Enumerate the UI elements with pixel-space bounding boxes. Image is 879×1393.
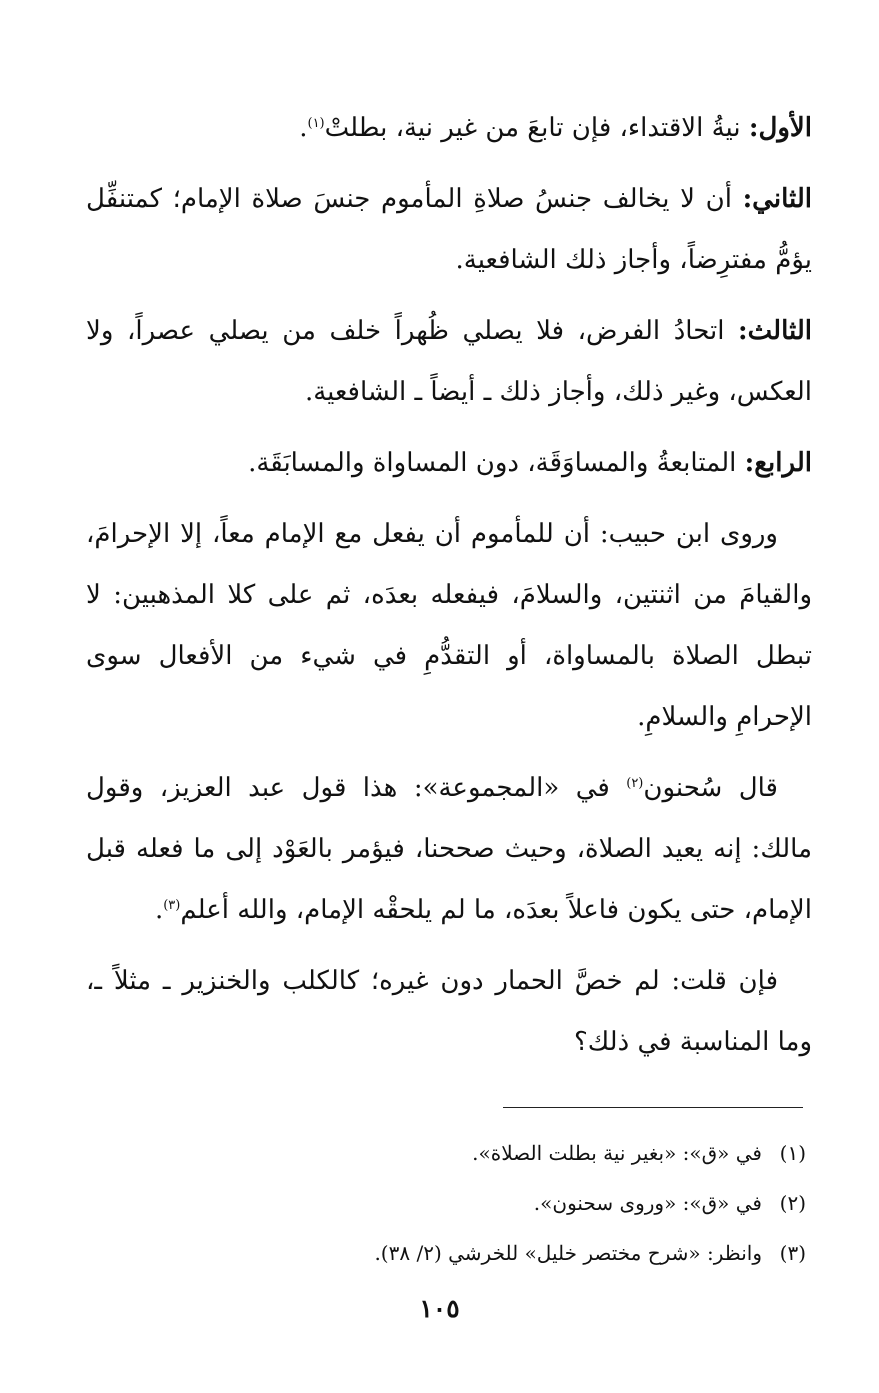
footnotes	[86, 1128, 806, 1278]
footnote-divider	[503, 1107, 803, 1108]
paragraph-text: فإن قلت: لم خصَّ الحمار دون غيره؛ كالكلب والخنزير ـ مثلاً ـ، وما المناسبة في ذلك؟	[86, 966, 812, 1057]
footnote-number: (٣)	[779, 1241, 806, 1265]
paragraph-sahnun	[86, 758, 812, 941]
footnote-reference[interactable]: (٣)	[163, 898, 181, 913]
paragraph-tail: .	[299, 113, 308, 143]
paragraph-tail: .	[154, 895, 164, 925]
paragraph-ibn-habib	[86, 504, 812, 748]
footnote-item	[86, 1128, 806, 1178]
footnote-text: في «ق»: «بغير نية بطلت الصلاة».	[472, 1141, 762, 1165]
condition-label: الرابع:	[744, 448, 812, 478]
paragraph-text: نيةُ الاقتداء، فإن تابعَ من غير نية، بطلتْ	[324, 113, 749, 143]
footnote-reference[interactable]: (٢)	[626, 776, 644, 791]
condition-label: الثاني:	[742, 184, 812, 214]
condition-label: الثالث:	[738, 316, 812, 346]
paragraph-text: اتحادُ الفرض، فلا يصلي ظُهراً خلف من يصلي عصراً، ولا العكس، وغير ذلك، وأجاز ذلك ـ أيضاً ـ الشافعية.	[86, 316, 812, 407]
paragraph-text: أن لا يخالف جنسُ صلاةِ المأموم جنسَ صلاة الإمام؛ كمتنفِّل يؤمُّ مفترِضاً، وأجاز ذلك الشافعية.	[86, 184, 812, 275]
page-number: ١٠٥	[419, 1294, 460, 1323]
footnote-item	[86, 1228, 806, 1278]
footnote-item	[86, 1178, 806, 1228]
paragraph-fourth-condition	[86, 433, 812, 494]
paragraph-text-continued: في «المجموعة»: هذا قول عبد العزيز، وقول مالك: إنه يعيد الصلاة، وحيث صححنا، فيؤمر بالعَوْد إلى ما فعله قبل الإمام، حتى يكون فاعلاً بعدَه، ما لم يلحقْه الإمام، والله أعلم	[86, 773, 812, 925]
main-text	[86, 98, 812, 1083]
footnote-number: (١)	[779, 1141, 806, 1165]
paragraph-third-condition	[86, 301, 812, 423]
paragraph-text: وروى ابن حبيب: أن للمأموم أن يفعل مع الإمام معاً، إلا الإحرامَ، والقيامَ من اثنتين، والسلامَ، فيفعله بعدَه، ثم على كلا المذهبين: لا تبطل الصلاة بالمساواة، أو التقدُّمِ في شيء من الأفعال سوى الإحرامِ والسلامِ.	[86, 519, 812, 732]
paragraph-question	[86, 951, 812, 1073]
footnote-text: في «ق»: «وروى سحنون».	[533, 1191, 762, 1215]
footnote-number: (٢)	[779, 1191, 806, 1215]
footnote-reference[interactable]: (١)	[307, 116, 325, 131]
footnote-text: وانظر: «شرح مختصر خليل» للخرشي (٢/ ٣٨).	[374, 1241, 762, 1265]
paragraph-second-condition	[86, 169, 812, 291]
paragraph-text: المتابعةُ والمساوَقَة، دون المساواة والمسابَقَة.	[248, 448, 745, 478]
condition-label: الأول:	[748, 113, 812, 143]
paragraph-first-condition	[86, 98, 812, 159]
paragraph-text: قال سُحنون	[643, 773, 778, 803]
